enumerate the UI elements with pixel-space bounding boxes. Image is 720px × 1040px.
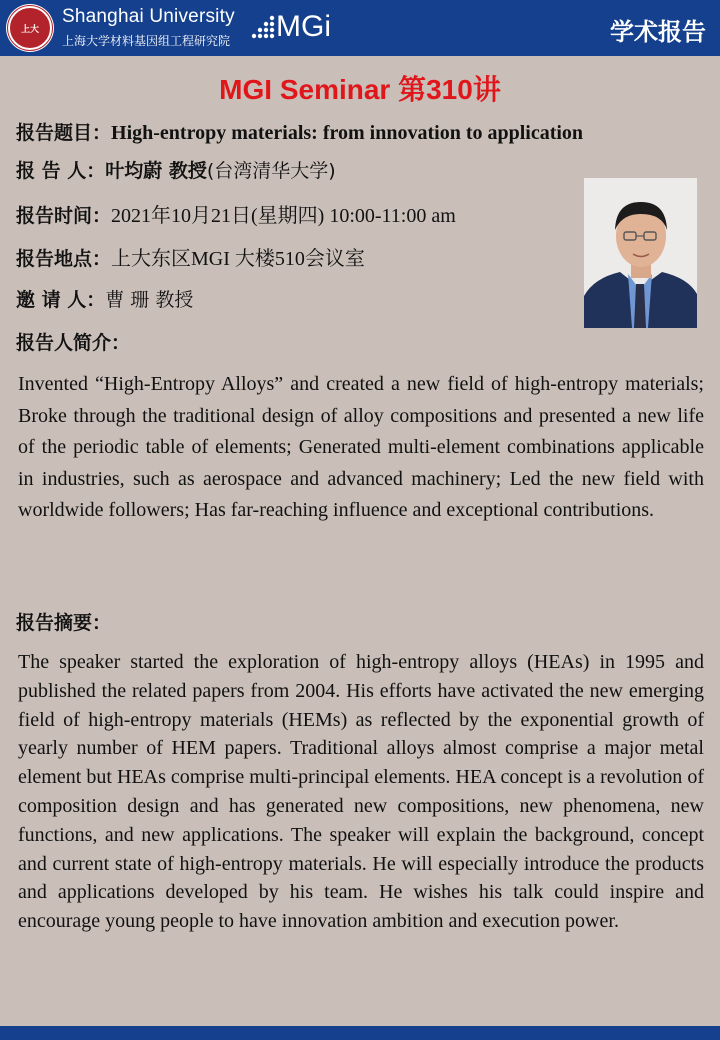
bio-text: Invented “High-Entropy Alloys” and created a new field of high-entropy materials; Broke through the traditional design of alloy compositions and presented a new life of the periodic table of elements; Generated multi-element combinations applicable in industries, such as aerospace and advanced machinery; Led the new field with worldwide followers; Has far-reaching influence and exceptional contributions. [18, 373, 704, 521]
header-tag: 学术报告 [610, 18, 706, 46]
speaker-portrait-icon [584, 178, 697, 328]
info-speaker-row [16, 156, 336, 183]
topic-value: High-entropy materials: from innovation to application [111, 122, 584, 144]
mgi-logo-text: MGi [276, 10, 331, 43]
institute-name: 上海大学材料基因组工程研究院 [62, 34, 231, 48]
location-label: 报告地点： [16, 248, 112, 270]
info-topic-row [16, 118, 583, 145]
topic-label: 报告题目： [16, 122, 112, 144]
info-location-row [16, 242, 365, 271]
header-bar [0, 0, 720, 56]
time-label: 报告时间： [16, 205, 112, 227]
speaker-value: 叶均蔚 教授 [105, 160, 207, 182]
speaker-label: 报 告 人： [16, 160, 106, 182]
speaker-affiliation: (台湾清华大学) [206, 160, 336, 182]
mgi-logo [250, 8, 340, 48]
info-inviter-row [16, 285, 193, 312]
footer-bar [0, 1026, 720, 1040]
inviter-value: 曹 珊 教授 [105, 289, 194, 311]
location-value: 上大东区MGI 大楼510会议室 [111, 248, 365, 270]
seal-emblem-icon: 上大 [8, 6, 52, 50]
inviter-label: 邀 请 人： [16, 289, 106, 311]
university-seal-logo [6, 4, 54, 52]
info-time-row [16, 199, 456, 228]
time-value: 2021年10月21日(星期四) 10:00-11:00 am [111, 205, 456, 227]
bio-heading: 报告人简介： [16, 332, 131, 354]
speaker-photo [584, 178, 697, 328]
seminar-title: MGI Seminar 第310讲 [219, 74, 501, 105]
university-name: Shanghai University [62, 6, 235, 27]
abstract-text: The speaker started the exploration of high-entropy alloys (HEAs) in 1995 and published the related papers from 2004. His efforts have activated the new emerging field of high-entropy materials (HEMs) as reflected by the exponential growth of yearly number of HEM papers. Traditional alloys almost comprise a major metal element but HEAs comprise multi-principal elements. HEA concept is a revolution of composition design and has generated new compositions, new phenomena, new functions, and new applications. The speaker will explain the background, concept and current state of high-entropy materials. He will especially introduce the products and applications developed by his team. He wishes his talk could inspire and encourage young people to have innovation ambition and execution power. [18, 651, 704, 933]
abstract-heading: 报告摘要： [16, 612, 112, 634]
